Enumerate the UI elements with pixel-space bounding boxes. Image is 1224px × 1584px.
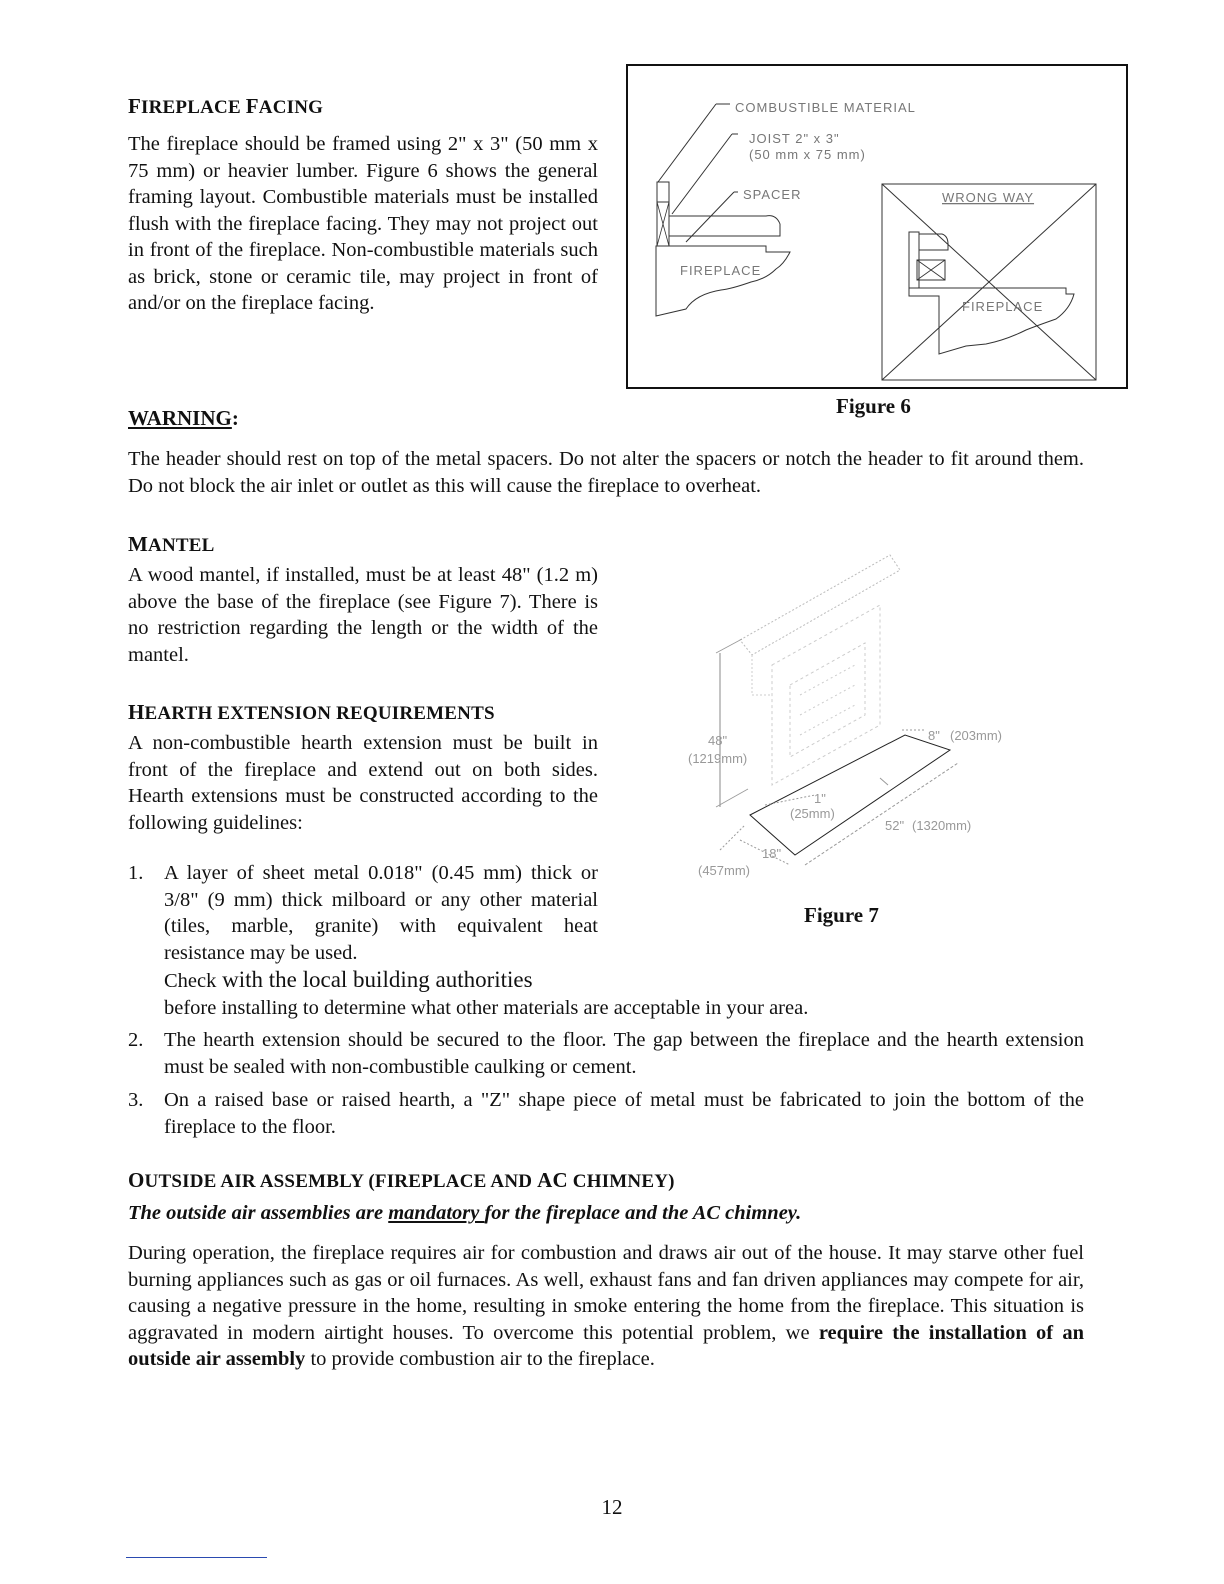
dim-52: 52" <box>885 818 905 833</box>
hearth-list-item-3 <box>128 1087 1084 1140</box>
list-number: 3. <box>128 1089 144 1111</box>
list-number: 1. <box>128 862 144 884</box>
dim-52-mm: (1320mm) <box>912 818 972 833</box>
mantel-heading: MANTEL <box>128 532 215 556</box>
list-text: On a raised base or raised hearth, a "Z" shape piece of metal must be fabricated to join the bottom of the fireplace to the floor. <box>164 1089 1084 1138</box>
figure-7-diagram <box>680 545 1030 885</box>
figure-6-diagram <box>626 64 1128 390</box>
fireplace-facing-paragraph: The fireplace should be framed using 2" x 3" (50 mm x 75 mm) or heavier lumber. Figure 6 shows the general framing layout. Combustible materials must be installed flush with the fireplace facing. They may not project out in front of the fireplace. Non-combustible materials such as brick, stone or ceramic tile, may project in front of and/or on the fireplace facing. <box>128 133 598 314</box>
figure-6-caption: Figure 6 <box>836 394 911 418</box>
dim-18-mm: (457mm) <box>698 863 751 878</box>
dim-48: 48" <box>708 733 728 748</box>
list-text-c: before installing to determine what other materials are acceptable in your area. <box>164 997 809 1019</box>
hearth-paragraph: A non-combustible hearth extension must be built in front of the fireplace and extend out on both sides. Hearth extensions must be constructed according to the following guidelines: <box>128 732 598 834</box>
hearth-list-item-1 <box>128 860 1084 1022</box>
label-joist: JOIST 2" x 3" <box>749 131 840 146</box>
outside-air-heading: OUTSIDE AIR ASSEMBLY (FIREPLACE AND AC CHIMNEY) <box>128 1168 675 1192</box>
dim-8: 8" <box>928 728 940 743</box>
warning-label: WARNING: <box>128 406 239 430</box>
list-text-a: A layer of sheet metal 0.018" (0.45 mm) thick or 3/8" (9 mm) thick milboard or any other material (tiles, marble, granite) with equivalent heat resistance may be used. <box>164 862 598 964</box>
outside-air-paragraph: During operation, the fireplace requires air for combustion and draws air out of the house. It may starve other fuel burning appliances such as gas or oil furnaces. As well, exhaust fans and fan driven appliances may compete for air, causing a negative pressure in the home, resulting in smoke entering the home from the fireplace. This situation is aggravated in modern airtight houses. To overcome this potential problem, we require the installation of an outside air assembly to provide combustion air to the fireplace. <box>128 1242 1084 1370</box>
dim-48-mm: (1219mm) <box>688 751 748 766</box>
footnote-divider <box>126 1557 267 1558</box>
label-spacer: SPACER <box>743 187 802 202</box>
dim-1: 1" <box>814 791 826 806</box>
label-combustible-material: COMBUSTIBLE MATERIAL <box>735 100 916 115</box>
list-text-b: Check with the local building authorities <box>164 967 533 992</box>
page-number: 12 <box>601 1495 623 1519</box>
mantel-paragraph: A wood mantel, if installed, must be at least 48" (1.2 m) above the base of the fireplace (see Figure 7). There is no restriction regarding the length or the width of the mantel. <box>128 564 598 666</box>
hearth-list-item-2 <box>128 1027 1084 1080</box>
label-joist-mm: (50 mm x 75 mm) <box>749 147 866 162</box>
fireplace-facing-heading: FIREPLACE FACING <box>128 94 324 118</box>
list-text: The hearth extension should be secured to the floor. The gap between the fireplace and the hearth extension must be sealed with non-combustible caulking or cement. <box>164 1029 1084 1078</box>
dim-8-mm: (203mm) <box>950 728 1003 743</box>
label-fireplace: FIREPLACE <box>680 263 762 278</box>
list-number: 2. <box>128 1029 144 1051</box>
dim-18: 18" <box>762 846 782 861</box>
label-wrong-way: WRONG WAY <box>942 190 1035 205</box>
outside-air-subheading: The outside air assemblies are mandatory for the fireplace and the AC chimney. <box>128 1202 802 1224</box>
label-fireplace-wrong: FIREPLACE <box>962 299 1044 314</box>
dim-1-mm: (25mm) <box>790 806 835 821</box>
hearth-heading: HEARTH EXTENSION REQUIREMENTS <box>128 700 495 724</box>
figure-7-caption: Figure 7 <box>804 903 879 927</box>
warning-text: The header should rest on top of the metal spacers. Do not alter the spacers or notch the header to fit around them. Do not block the air inlet or outlet as this will cause the fireplace to overheat. <box>128 448 1084 497</box>
